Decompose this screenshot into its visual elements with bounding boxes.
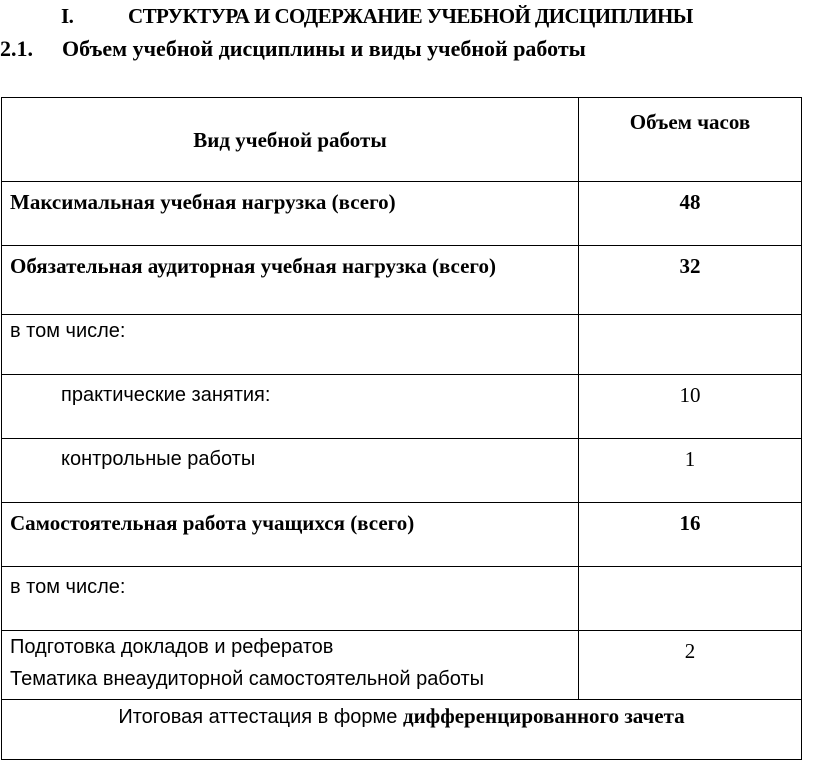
final-attestation-prefix: Итоговая аттестация в форме [118, 706, 403, 728]
row-label-reports-line2: Тематика внеаудиторной самостоятельной работы [10, 668, 484, 690]
table-header-row [2, 98, 802, 182]
row-label-mandatory-load: Обязательная аудиторная учебная нагрузка (всего) [2, 246, 579, 315]
row-label-self-work: Самостоятельная работа учащихся (всего) [2, 503, 579, 567]
table-final-row [2, 700, 802, 760]
row-label-tests: контрольные работы [2, 439, 579, 503]
table-row [2, 503, 802, 567]
row-label-reports-line1: Подготовка докладов и рефератов [10, 636, 334, 658]
row-value-self-work: 16 [579, 503, 802, 567]
table-row [2, 439, 802, 503]
subsection-number: 2.1. [0, 36, 33, 61]
row-label-practical: практические занятия: [2, 375, 579, 439]
section-title: СТРУКТУРА И СОДЕРЖАНИЕ УЧЕБНОЙ ДИСЦИПЛИНЫ [128, 4, 693, 28]
subsection-heading [0, 36, 816, 66]
header-work-type: Вид учебной работы [2, 98, 579, 182]
table-row [2, 246, 802, 315]
row-label-reports [2, 631, 579, 700]
row-value-including [579, 315, 802, 375]
header-hours: Объем часов [579, 98, 802, 182]
table-row [2, 182, 802, 246]
row-value-practical: 10 [579, 375, 802, 439]
row-value-mandatory-load: 32 [579, 246, 802, 315]
row-value-tests: 1 [579, 439, 802, 503]
table-row [2, 631, 802, 700]
table-row [2, 567, 802, 631]
row-label-including: в том числе: [2, 315, 579, 375]
section-number: I. [61, 4, 74, 28]
row-value-reports: 2 [579, 631, 802, 700]
table-row [2, 315, 802, 375]
row-label-including-2: в том числе: [2, 567, 579, 631]
subsection-title: Объем учебной дисциплины и виды учебной работы [62, 36, 586, 61]
row-label-max-load: Максимальная учебная нагрузка (всего) [2, 182, 579, 246]
section-heading [0, 4, 816, 30]
row-value-max-load: 48 [579, 182, 802, 246]
table-row [2, 375, 802, 439]
final-attestation [2, 700, 802, 760]
final-attestation-form: дифференцированного зачета [402, 704, 685, 728]
row-value-including-2 [579, 567, 802, 631]
workload-table [1, 97, 802, 760]
